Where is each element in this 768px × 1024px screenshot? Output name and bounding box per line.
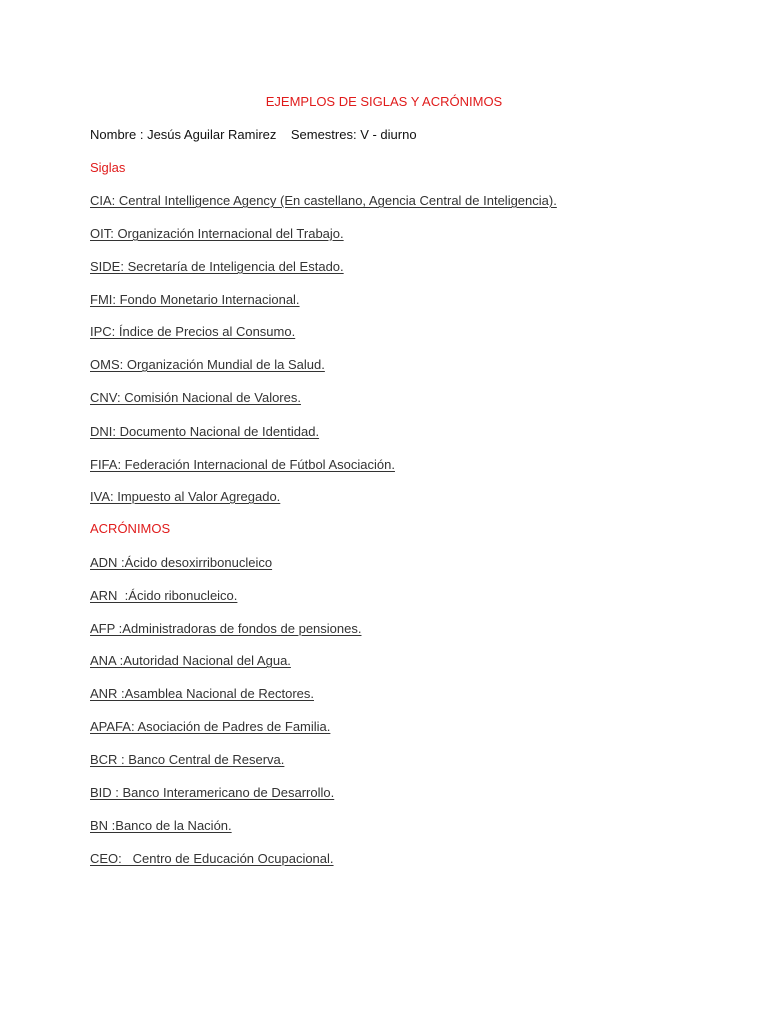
acronimo-item[interactable]: ARN :Ácido ribonucleico.	[90, 588, 238, 603]
acronimo-item[interactable]: CEO: Centro de Educación Ocupacional.	[90, 851, 334, 866]
siglas-heading: Siglas	[90, 160, 126, 175]
acronimo-item[interactable]: BN :Banco de la Nación.	[90, 818, 232, 833]
document-title: EJEMPLOS DE SIGLAS Y ACRÓNIMOS	[265, 94, 503, 109]
acronimo-item[interactable]: BCR : Banco Central de Reserva.	[90, 752, 285, 767]
author-line: Nombre : Jesús Aguilar Ramirez Semestres: V - diurno	[90, 127, 417, 142]
acronimo-item[interactable]: ANA :Autoridad Nacional del Agua.	[90, 653, 291, 668]
acronimo-item[interactable]: AFP :Administradoras de fondos de pensiones.	[90, 621, 362, 636]
acronimo-item[interactable]: ANR :Asamblea Nacional de Rectores.	[90, 686, 314, 701]
acronimo-item[interactable]: APAFA: Asociación de Padres de Familia.	[90, 719, 331, 734]
acronimo-item[interactable]: ADN :Ácido desoxirribonucleico	[90, 555, 273, 570]
sigla-item[interactable]: OIT: Organización Internacional del Trabajo.	[90, 226, 344, 241]
sigla-item[interactable]: FIFA: Federación Internacional de Fútbol Asociación.	[90, 457, 395, 472]
sigla-item[interactable]: CIA: Central Intelligence Agency (En castellano, Agencia Central de Inteligencia).	[90, 193, 557, 208]
sigla-item[interactable]: FMI: Fondo Monetario Internacional.	[90, 292, 300, 307]
acronimos-heading: ACRÓNIMOS	[90, 521, 171, 536]
sigla-item[interactable]: IPC: Índice de Precios al Consumo.	[90, 324, 296, 339]
sigla-item[interactable]: IVA: Impuesto al Valor Agregado.	[90, 489, 281, 504]
sigla-item[interactable]: CNV: Comisión Nacional de Valores.	[90, 390, 301, 405]
sigla-item[interactable]: DNI: Documento Nacional de Identidad.	[90, 424, 320, 439]
acronimo-item[interactable]: BID : Banco Interamericano de Desarrollo.	[90, 785, 335, 800]
sigla-item[interactable]: OMS: Organización Mundial de la Salud.	[90, 357, 325, 372]
sigla-item[interactable]: SIDE: Secretaría de Inteligencia del Estado.	[90, 259, 344, 274]
